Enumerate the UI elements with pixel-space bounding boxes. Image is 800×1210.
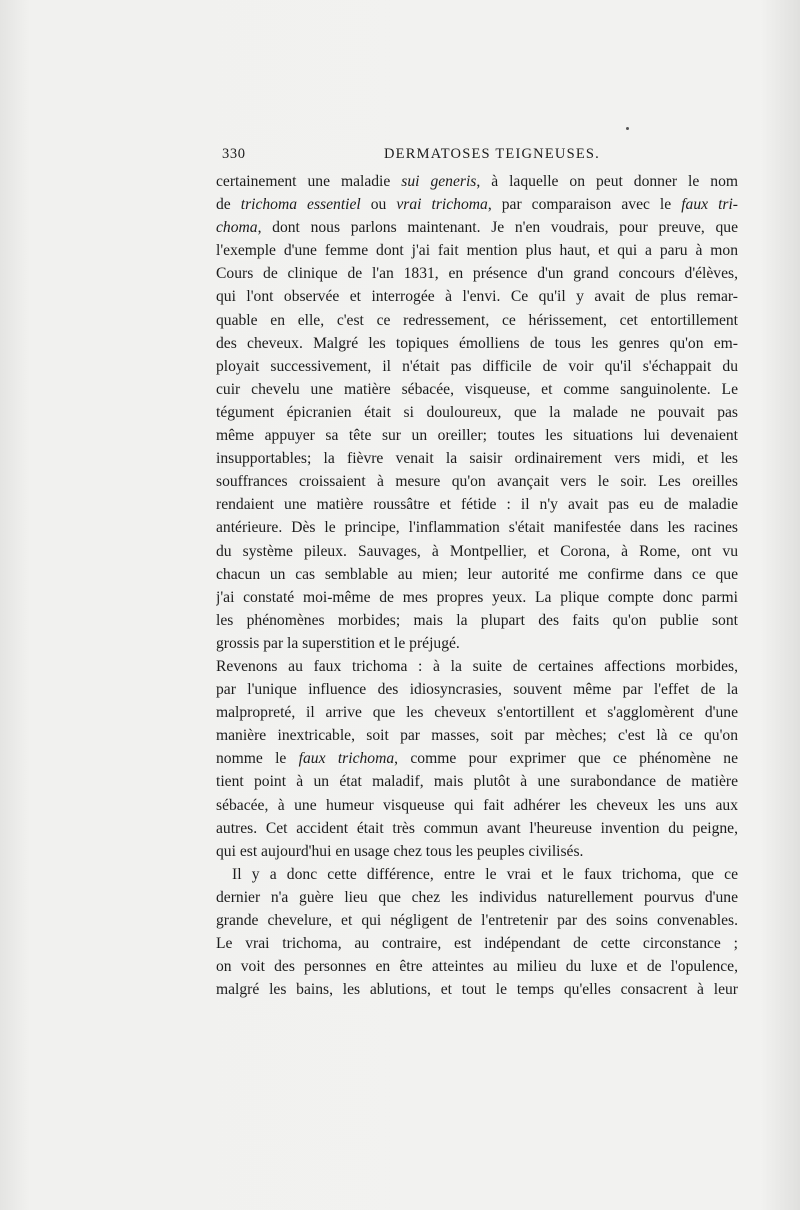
text-line [216,216,738,239]
text-run: , à laquelle on peut donner le nom [476,173,738,190]
text-run: Le vrai trichoma, au contraire, est indépendant de cette circonstance ; [216,935,738,953]
text-line [216,493,738,516]
text-run: ou [360,196,397,214]
text-run: sébacée, à une humeur visqueuse qui fait adhérer les cheveux les uns aux [216,796,738,814]
text-run: nomme le [216,750,299,768]
text-run: même appuyer sa tête sur un oreiller; toutes les situations lui devenaient [216,427,738,445]
text-line [216,886,738,909]
text-line [216,932,738,955]
text-run: , par comparaison avec le [487,196,682,214]
italic-text: vrai trichoma [396,196,488,214]
text-line [216,747,738,770]
text-line [216,794,738,817]
text-line [216,586,738,609]
text-line [216,309,738,332]
text-run: l'exemple d'une femme dont j'ai fait mention plus haut, et qui a paru à mon [216,242,738,260]
text-line [216,516,738,539]
text-line [216,863,738,886]
text-run: dernier n'a guère lieu que chez les individus naturellement pourvus d'une [216,888,738,906]
text-line [216,909,738,932]
body-text [216,170,738,1001]
text-line [216,355,738,378]
text-run: tient point à un état maladif, mais plutôt à une surabondance de matière [216,773,738,791]
italic-text: trichoma essentiel [240,196,361,214]
text-run: grossis par la superstition et le préjugé. [216,634,460,652]
text-run: cuir chevelu une matière sébacée, visqueuse, et comme sanguinolente. Le [216,380,738,398]
italic-text: faux trichoma [298,750,395,768]
text-line [216,262,738,285]
text-run: qui l'ont observée et interrogée à l'envi. Ce qu'il y avait de plus remar- [216,288,738,306]
text-run: du système pileux. Sauvages, à Montpellier, et Corona, à Rome, ont vu [216,542,738,560]
text-run: tégument épicranien était si douloureux, que la malade ne pouvait pas [216,403,738,421]
text-line [216,447,738,470]
text-line [216,817,738,840]
text-line [216,978,738,1001]
text-line [216,401,738,424]
text-line [216,193,738,216]
text-run: malgré les bains, les ablutions, et tout le temps qu'elles consacrent à leur [216,981,738,999]
text-line [216,678,738,701]
text-line [216,285,738,308]
text-run: ployait successivement, il n'était pas difficile de voir qu'il s'échappait du [216,357,738,375]
running-title: DERMATOSES TEIGNEUSES. [384,146,600,162]
ink-speck [626,127,629,130]
text-run: de [216,196,241,214]
text-line [216,470,738,493]
text-line [216,609,738,632]
text-line [216,563,738,586]
text-line [216,332,738,355]
text-run: Cours de clinique de l'an 1831, en présence d'un grand concours d'élèves, [216,265,738,283]
text-run: Revenons au faux trichoma : à la suite de certaines affections morbides, [216,657,738,675]
page-header [218,146,738,166]
text-run: malpropreté, il arrive que les cheveux s'entortillent et s'agglomèrent d'une [216,704,738,722]
text-line [216,724,738,747]
text-line [216,840,738,863]
text-run: chacun un cas semblable au mien; leur autorité me confirme dans ce que [216,565,738,583]
text-run: souffrances croissaient à mesure qu'on avançait vers le soir. Les oreilles [216,473,738,491]
text-line [216,632,738,655]
text-line [216,170,738,193]
text-run: , comme pour exprimer que ce phénomène ne [394,750,738,768]
text-line [216,378,738,401]
text-run: grande chevelure, et qui négligent de l'entretenir par des soins convenables. [216,912,738,929]
text-run: les phénomènes morbides; mais la plupart des faits qu'on publie sont [216,611,738,629]
italic-text: faux tri- [681,196,738,214]
text-line [216,540,738,563]
page-number: 330 [222,146,246,162]
text-run: quable en elle, c'est ce redressement, ce hérissement, cet entortillement [216,311,738,329]
text-run: qui est aujourd'hui en usage chez tous les peuples civilisés. [216,842,584,860]
text-run: par l'unique influence des idiosyncrasies, souvent même par l'effet de la [216,681,738,699]
text-line [216,955,738,978]
text-run: manière inextricable, soit par masses, soit par mèches; c'est là ce qu'on [216,727,738,745]
text-line [216,655,738,678]
text-run: rendaient une matière roussâtre et fétide : il n'y avait pas eu de maladie [216,496,738,514]
text-run: certainement une maladie [216,173,402,190]
text-line [216,770,738,793]
text-run: on voit des personnes en être atteintes au milieu du luxe et de l'opulence, [216,958,738,976]
text-line [216,239,738,262]
text-run: antérieure. Dès le principe, l'inflammation s'était manifestée dans les racines [216,519,738,537]
text-line [216,424,738,447]
text-run: j'ai constaté moi-même de mes propres yeux. La plique compte donc parmi [216,588,738,606]
text-run: des cheveux. Malgré les topiques émolliens de tous les genres qu'on em- [216,334,738,352]
text-run: autres. Cet accident était très commun avant l'heureuse invention du peigne, [216,819,738,837]
text-run: , dont nous parlons maintenant. Je n'en voudrais, pour preuve, que [257,219,738,237]
text-run: insupportables; la fièvre venait la saisir ordinairement vers midi, et les [216,450,738,468]
italic-text: sui generis [401,173,477,190]
text-line [216,701,738,724]
text-run: Il y a donc cette différence, entre le vrai et le faux trichoma, que ce [232,865,738,883]
italic-text: choma [216,219,258,237]
